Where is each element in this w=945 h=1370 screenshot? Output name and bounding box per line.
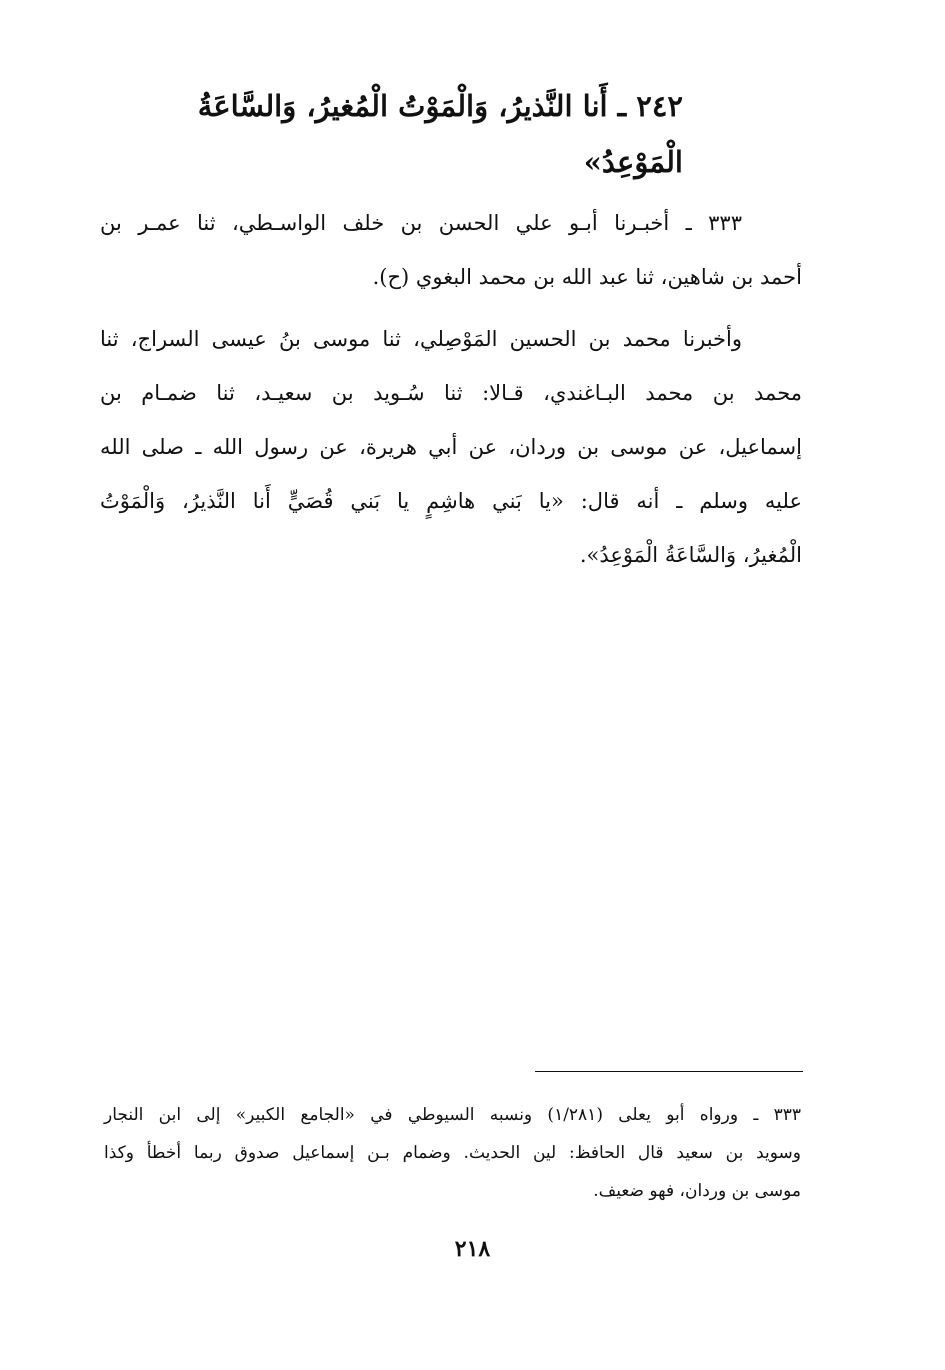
paragraph-line: أحمد بن شاهين، ثنا عبد الله بن محمد البغوي (ح). [372,265,802,289]
paragraph-line: الْمُغيرُ، وَالسَّاعَةُ الْمَوْعِدُ». [579,543,802,567]
chapter-heading-line: الْمَوْعِدُ» [583,145,683,179]
paragraph-line: محمد بن محمد البـاغندي، قـالا: ثنا سُـويد بن سعيـد، ثنا ضمـام بن [100,381,802,405]
page-number: ٢١٨ [454,1236,491,1262]
chapter-heading-line: ٢٤٢ ـ أَنا النَّذيرُ، وَالْمَوْتُ الْمُغيرُ، وَالسَّاعَةُ [197,89,683,123]
paragraph-line: وأخبرنا محمد بن الحسين المَوْصِلي، ثنا موسى بنُ عيسى السراج، ثنا [100,327,742,351]
footnote-line: وسويد بن سعيد قال الحافظ: لين الحديث. وضمام بـن إسماعيل صدوق ربما أخطأ وكذا [104,1143,801,1163]
footnote-line: موسى بن وردان، فهو ضعيف. [593,1181,801,1201]
footnote [104,1096,801,1210]
paragraph-line: ٣٣٣ ـ أخبـرنا أبـو علي الحسن بن خلف الواسـطي، ثنا عمـر بن [100,211,742,235]
footnote-separator [535,1071,803,1072]
hadith-paragraph [100,312,802,582]
paragraph-line: عليه وسلم ـ أنه قال: «يا بَني هاشِمٍ يا بَني قُصَيٍّ أَنا النَّذيرُ، وَالْمَوْتُ [100,489,802,513]
footnote-line: ٣٣٣ ـ ورواه أبو يعلى (١/٢٨١) ونسبه السيوطي في «الجامع الكبير» إلى ابن النجار [104,1105,802,1125]
paragraph-line: إسماعيل، عن موسى بن وردان، عن أبي هريرة، عن رسول الله ـ صلى الله [100,435,802,459]
chapter-heading [100,78,683,190]
hadith-paragraph [100,196,802,304]
